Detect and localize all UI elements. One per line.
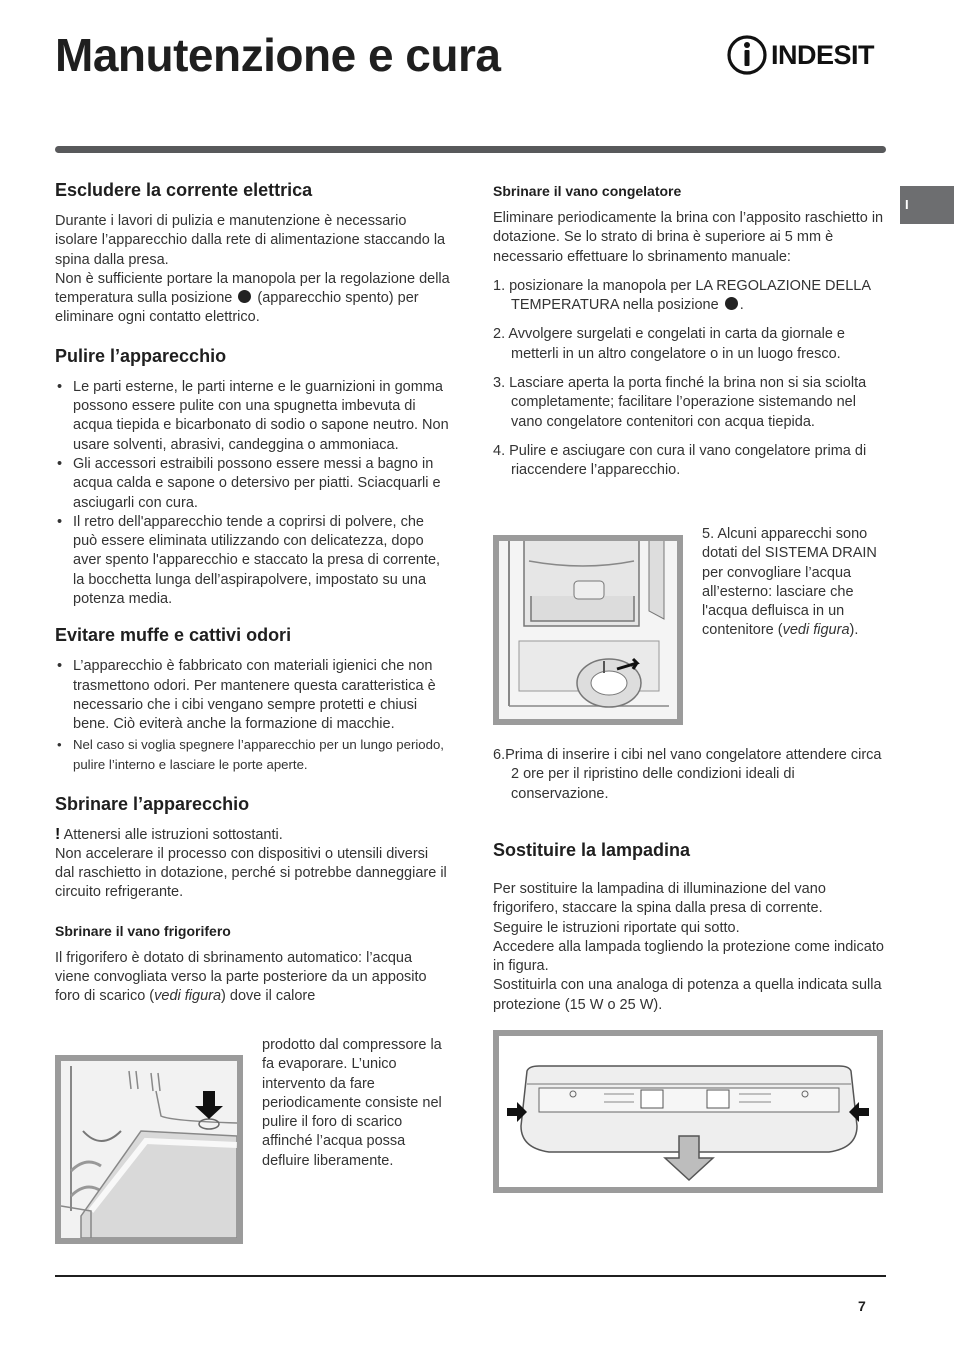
fridge-drain-caption: prodotto dal compressore la fa evaporare. L’unico intervento da fare periodicamente consiste nel pulire il foro di scarico affinché l’acqua possa defluire liberamente.	[262, 1037, 442, 1169]
paragraph: Sostituirla con una analoga di potenza a quella indicata sulla protezione (15 W o 25 W).	[493, 977, 882, 1013]
section-heading: Sbrinare l’apparecchio	[55, 793, 250, 814]
indesit-logo	[726, 33, 888, 77]
subsection-heading: Sbrinare il vano frigorifero	[55, 922, 231, 939]
section-lamp	[493, 838, 888, 1015]
subsection-heading: Sbrinare il vano congelatore	[493, 183, 682, 199]
paragraph: Seguire le istruzioni riportate qui sotto.	[493, 919, 740, 936]
list-item: • Il retro dell'apparecchio tende a coprirsi di polvere, che può essere eliminata utilizzando con delicatezza, dopo aver spento l'apparecchio e staccato la presa di corrente, la bocchetta lunga dell’aspirapolvere, impostato su una potenza media.	[55, 513, 450, 609]
bullet-list	[55, 657, 450, 775]
brand-text: INDESIT	[771, 40, 875, 70]
paragraph: Non è sufficiente portare la manopola per la regolazione della temperatura sulla posizione (apparecchio spento) per eliminare ogni contatto elettrico.	[55, 270, 450, 326]
drain-system-illustration	[499, 541, 677, 719]
footer-divider	[55, 1275, 886, 1277]
section-disconnect	[55, 178, 450, 328]
step-item: 3. Lasciare aperta la porta finché la brina non si sia sciolta completamente; facilitare l’operazione sistemando nel vano congelatore contenitori con acqua tiepida.	[493, 375, 867, 430]
bullet-list	[55, 378, 450, 610]
header-divider	[55, 146, 886, 153]
section-heading: Escludere la corrente elettrica	[55, 180, 313, 200]
section-heading: Sostituire la lampadina	[493, 840, 691, 860]
left-column	[55, 178, 450, 1007]
list-item: • Gli accessori estraibili possono essere messi a bagno in acqua calda e sapone o detersivo per piatti. Sciacquarli e asciugarli con cura.	[55, 455, 450, 513]
list-item: • L’apparecchio è fabbricato con materiali igienici che non trasmettono odori. Per mantenere questa caratteristica è necessario che i cibi vengano sempre protetti e chiusi bene. Ciò eviterà anche la formazione di macchie.	[55, 657, 450, 734]
section-mould	[55, 623, 450, 775]
drain-illustration	[61, 1061, 237, 1238]
list-item: • Nel caso si voglia spegnere l’apparecchio per un lungo periodo, pulire l’interno e lasciare le porte aperte.	[55, 735, 450, 776]
language-tab: I	[900, 186, 954, 224]
warning-line: ! Attenersi alle istruzioni sottostanti.	[55, 825, 283, 843]
step-6: 6.Prima di inserire i cibi nel vano congelatore attendere circa 2 ore per il ripristino delle condizioni ideali di conservazione.	[493, 747, 882, 802]
paragraph: Durante i lavori di pulizia e manutenzione è necessario isolare l’apparecchio dalla rete di alimentazione staccando la spina dalla presa.	[55, 213, 446, 268]
paragraph: Accedere alla lampada togliendo la protezione come indicato in figura.	[493, 938, 884, 975]
paragraph: Per sostituire la lampadina di illuminazione del vano frigorifero, staccare la spina dalla presa di corrente.	[493, 881, 826, 917]
step-item: 4. Pulire e asciugare con cura il vano congelatore prima di riaccendere l’apparecchio.	[493, 442, 867, 479]
paragraph: Eliminare periodicamente la brina con l’apposito raschietto in dotazione. Se lo strato di brina è superiore ai 5 mm è necessario effettuare lo sbrinamento manuale:	[493, 210, 884, 265]
off-position-icon	[238, 290, 251, 303]
page-number: 7	[858, 1298, 866, 1314]
fridge-drain-figure	[55, 1055, 243, 1244]
section-defrost-fridge	[55, 921, 450, 1007]
step-item: 1. posizionare la manopola per LA REGOLAZIONE DELLA TEMPERATURA nella posizione .	[493, 277, 871, 314]
paragraph: Non accelerare il processo con dispositivi o utensili diversi dal raschietto in dotazione, perché si potrebbe danneggiare il circuito refrigerante.	[55, 845, 447, 901]
steps-list	[493, 277, 888, 481]
drain-system-caption: 5. Alcuni apparecchi sono dotati del SISTEMA DRAIN per convogliare l’acqua all’esterno: lasciare che l'acqua defluisca in un contenitore (vedi figura).	[702, 526, 877, 639]
section-clean	[55, 344, 450, 610]
section-defrost	[55, 792, 450, 903]
section-heading: Pulire l’apparecchio	[55, 345, 227, 366]
lamp-cover-illustration	[499, 1036, 877, 1187]
lamp-cover-figure	[493, 1030, 883, 1193]
section-heading: Evitare muffe e cattivi odori	[55, 625, 292, 646]
paragraph: Il frigorifero è dotato di sbrinamento automatico: l’acqua viene convogliata verso la parte posteriore da un apposito foro di scarico (vedi figura) dove il calore	[55, 949, 427, 1005]
off-position-icon	[725, 297, 738, 310]
drain-system-figure	[493, 535, 683, 725]
page-title: Manutenzione e cura	[55, 29, 501, 81]
right-column	[493, 181, 888, 491]
list-item: • Le parti esterne, le parti interne e le guarnizioni in gomma possono essere pulite con una spugnetta imbevuta di acqua tiepida e bicarbonato di sodio o sapone neutro. Non usare solventi, abrasivi, candeggina o ammoniaca.	[55, 378, 450, 455]
step-item: 2. Avvolgere surgelati e congelati in carta da giornale e metterli in un altro congelatore o in un luogo fresco.	[493, 326, 845, 362]
warning-icon: !	[55, 825, 61, 843]
